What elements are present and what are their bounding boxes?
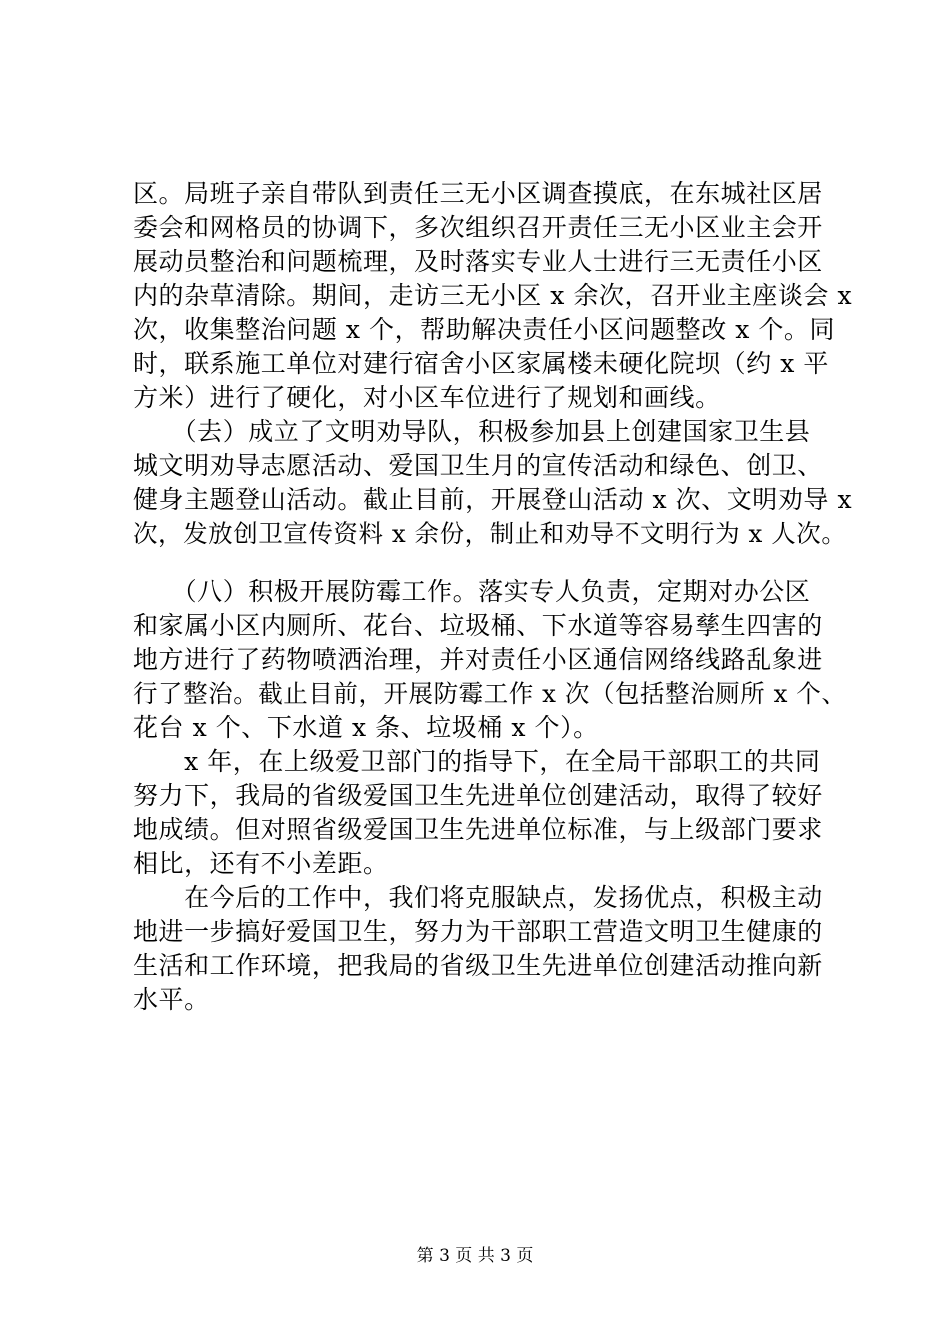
text-line: 水平。 [133,985,210,1014]
page-number-footer: 第 3 页 共 3 页 [416,1246,534,1266]
text-line: 在今后的工作中，我们将克服缺点，发扬优点，积极主动 [133,883,823,912]
text-line: 次，收集整治问题 x 个，帮助解决责任小区问题整改 x 个。同 [133,315,836,344]
text-line: 地进一步搞好爱国卫生，努力为干部职工营造文明卫生健康的 [133,917,823,946]
text-line: 区。局班子亲自带队到责任三无小区调查摸底，在东城社区居 [133,179,823,208]
text-line: 地方进行了药物喷洒治理，并对责任小区通信网络线路乱象进 [133,645,823,674]
text-line: 方米）进行了硬化，对小区车位进行了规划和画线。 [133,383,721,412]
text-line: 内的杂草清除。期间，走访三无小区 x 余次，召开业主座谈会 x [133,281,853,310]
text-line: 相比，还有不小差距。 [133,849,389,878]
text-line: 行了整治。截止目前，开展防霉工作 x 次（包括整治厕所 x 个、 [133,679,847,708]
text-line: 生活和工作环境，把我局的省级卫生先进单位创建活动推向新 [133,951,823,980]
text-line: （去）成立了文明劝导队，积极参加县上创建国家卫生县 [133,417,811,446]
text-line: 时，联系施工单位对建行宿舍小区家属楼未硬化院坝（约 x 平 [133,349,829,378]
text-line: 和家属小区内厕所、花台、垃圾桶、下水道等容易孳生四害的 [133,611,823,640]
text-line: 健身主题登山活动。截止目前，开展登山活动 x 次、文明劝导 x [133,485,853,514]
text-line: 城文明劝导志愿活动、爱国卫生月的宣传活动和绿色、创卫、 [133,451,823,480]
text-line: 次，发放创卫宣传资料 x 余份，制止和劝导不文明行为 x 人次。 [133,519,847,548]
text-line: 努力下，我局的省级爱国卫生先进单位创建活动，取得了较好 [133,781,823,810]
text-line: 花台 x 个、下水道 x 条、垃圾桶 x 个）。 [133,713,599,742]
text-line: （八）积极开展防霉工作。落实专人负责，定期对办公区 [133,577,811,606]
text-line: x 年，在上级爱卫部门的指导下，在全局干部职工的共同 [133,747,821,776]
text-line: 地成绩。但对照省级爱国卫生先进单位标准，与上级部门要求 [133,815,823,844]
text-line: 展动员整治和问题梳理，及时落实专业人士进行三无责任小区 [133,247,823,276]
text-line: 委会和网格员的协调下，多次组织召开责任三无小区业主会开 [133,213,823,242]
